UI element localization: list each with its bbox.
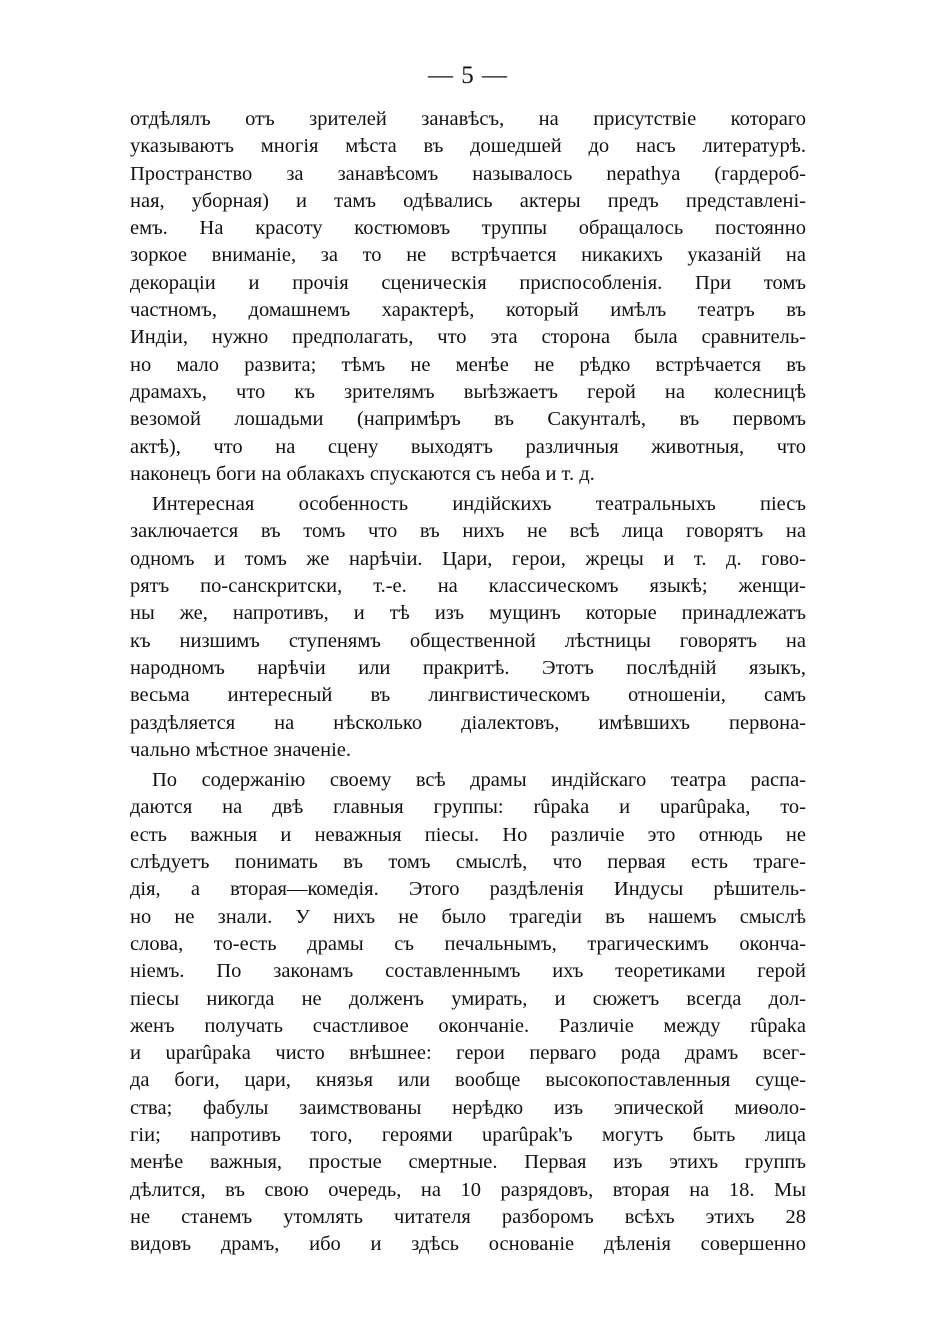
text-line: но мало развита; тѣмъ не менѣе не рѣдко встрѣчается въ [130,353,806,376]
text-line: отдѣлялъ отъ зрителей занавѣсъ, на присутствіе котораго [130,108,806,130]
text-line: ная, уборная) и тамъ одѣвались актеры предъ представлені- [130,189,806,212]
paragraph [130,767,806,1258]
text-line: народномъ нарѣчіи или пракритѣ. Этотъ послѣдній языкъ, [130,656,806,679]
text-line: чально мѣстное значеніе. [130,738,352,761]
text-line: Интересная особенность индійскихъ театральныхъ пiесъ [152,493,806,516]
paragraph [130,491,806,764]
text-line: ніемъ. По законамъ составленнымъ ихъ теоретиками герой [130,960,806,983]
text-line: ны же, напротивъ, и тѣ изъ мущинъ которые принадлежатъ [130,602,806,625]
text-line: даются на двѣ главныя группы: rûpaka и uparûpaka, то- [130,796,806,819]
text-line: декораціи и прочія сценическія приспособленія. При томъ [130,271,806,294]
text-line: заключается въ томъ что въ нихъ не всѣ лица говорятъ на [130,520,806,543]
text-line: видовъ драмъ, ибо и здѣсь основаніе дѣленія совершенно [130,1233,806,1256]
text-line: гіи; напротивъ того, героями uparûpak'ъ могутъ быть лица [130,1123,806,1146]
text-line: весьма интересный въ лингвистическомъ отношеніи, самъ [130,684,806,707]
text-line: По содержанію своему всѣ драмы индійскаго театра распа- [152,769,806,792]
text-line: есть важныя и неважныя пiесы. Но различіе это отнюдь не [130,823,806,846]
text-line: наконецъ боги на облакахъ спускаются съ неба и т. д. [130,462,595,485]
text-line: пiесы никогда не долженъ умирать, и сюжетъ всегда дол- [130,987,806,1010]
text-line: но не знали. У нихъ не было трагедіи въ нашемъ смыслѣ [130,905,806,928]
text-line: къ низшимъ ступенямъ общественной лѣстницы говорятъ на [130,629,806,652]
text-line: одномъ и томъ же нарѣчіи. Цари, герои, жрецы и т. д. гово- [130,547,806,570]
text-line: дія, а вторая—комедія. Этого раздѣленія Индусы рѣшитель- [130,878,806,901]
text-line: ства; фабулы заимствованы нерѣдко изъ эпической миѳоло- [130,1096,806,1119]
text-line: да боги, цари, князья или вообще высокопоставленныя суще- [130,1069,806,1092]
page-number: — 5 — [428,62,508,89]
text-line: емъ. На красоту костюмовъ труппы обращалось постоянно [130,217,806,240]
text-line: везомой лошадьми (напримѣръ въ Сакунталѣ, въ первомъ [130,408,806,431]
text-line: актѣ), что на сцену выходятъ различныя животныя, что [130,435,806,458]
text-line: слѣдуетъ понимать въ томъ смыслѣ, что первая есть траге- [130,851,806,874]
text-line: раздѣляется на нѣсколько діалектовъ, имѣвшихъ первона- [130,711,806,734]
paragraph [130,106,806,488]
text-line: Пространство за занавѣсомъ называлось nepathya (гардероб- [130,162,806,185]
text-line: рятъ по-санскритски, т.-е. на классическомъ языкѣ; женщи- [130,575,806,598]
text-line: указываютъ многія мѣста въ дошедшей до насъ литературѣ. [130,135,806,158]
body-text [130,106,806,1258]
text-line: зоркое вниманіе, за то не встрѣчается никакихъ указаній на [130,244,806,267]
text-line: менѣе важныя, простые смертные. Первая изъ этихъ группъ [130,1151,806,1174]
text-line: драмахъ, что къ зрителямъ выѣзжаетъ герой на колесницѣ [130,380,806,403]
text-line: женъ получать счастливое окончаніе. Различіе между rûpaka [130,1014,806,1037]
text-line: дѣлится, въ свою очередь, на 10 разрядовъ, вторая на 18. Мы [130,1178,806,1201]
text-line: и uparûpaka чисто внѣшнее: герои перваго рода драмъ всег- [130,1042,806,1065]
text-line: слова, то-есть драмы съ печальнымъ, трагическимъ оконча- [130,932,806,955]
text-line: частномъ, домашнемъ характерѣ, который имѣлъ театръ въ [130,299,806,322]
text-line: Индіи, нужно предполагать, что эта сторона была сравнитель- [130,326,806,349]
text-line: не станемъ утомлять читателя разборомъ всѣхъ этихъ 28 [130,1205,806,1228]
